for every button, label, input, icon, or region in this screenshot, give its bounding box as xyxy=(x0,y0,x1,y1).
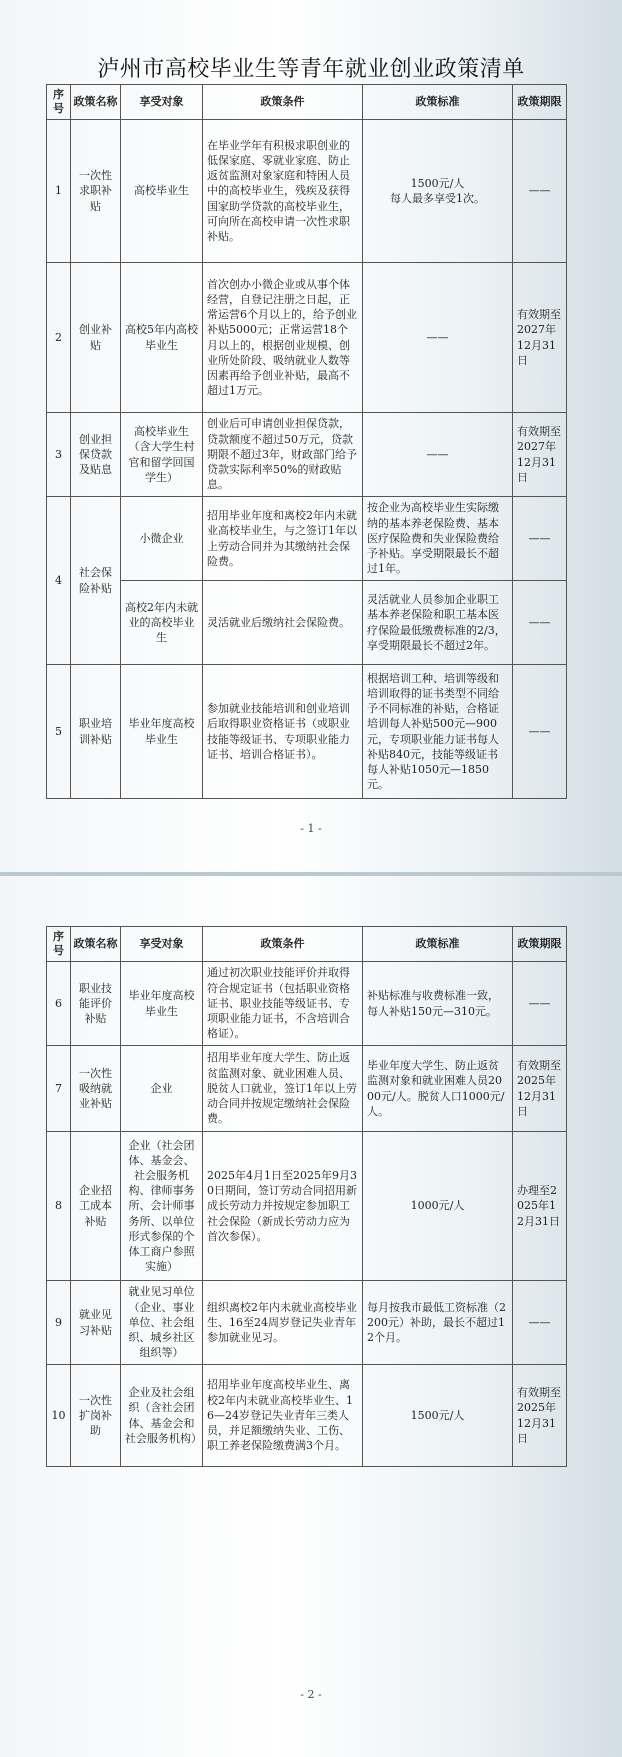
row-period: —— xyxy=(513,962,567,1046)
table-header-row xyxy=(47,927,567,962)
row-standard: 每月按我市最低工资标准（2200元）补助，最长不超过12个月。 xyxy=(363,1281,513,1365)
row-condition: 招用毕业年度高校毕业生、离校2年内未就业高校毕业生、16—24岁登记失业青年三类人员，并足额缴纳失业、工伤、职工养老保险缴费满3个月。 xyxy=(203,1365,363,1467)
header-std: 政策标准 xyxy=(363,927,513,962)
row-standard: 1500元/人 xyxy=(363,1365,513,1467)
row-period: —— xyxy=(513,1281,567,1365)
row-num: 1 xyxy=(47,120,71,263)
header-period: 政策期限 xyxy=(513,927,567,962)
header-target: 享受对象 xyxy=(121,85,203,120)
row-period: 办理至2025年12月31日 xyxy=(513,1132,567,1281)
table-row xyxy=(47,120,567,263)
row-condition: 招用毕业年度大学生、防止返贫监测对象、就业困难人员、脱贫人口就业，签订1年以上劳动合同并按规定缴纳社会保险费。 xyxy=(203,1046,363,1132)
header-num: 序号 xyxy=(47,927,71,962)
row-policy-name: 就业见习补贴 xyxy=(71,1281,121,1365)
row-num: 4 xyxy=(47,497,71,665)
table-row xyxy=(47,1281,567,1365)
row-policy-name: 职业技能评价补贴 xyxy=(71,962,121,1046)
table-row xyxy=(47,497,567,581)
page-number: - 1 - xyxy=(300,822,322,835)
row-policy-name: 一次性求职补贴 xyxy=(71,120,121,263)
header-name: 政策名称 xyxy=(71,927,121,962)
header-period: 政策期限 xyxy=(513,85,567,120)
row-policy-name: 一次性吸纳就业补贴 xyxy=(71,1046,121,1132)
header-name: 政策名称 xyxy=(71,85,121,120)
row-condition: 组织离校2年内未就业高校毕业生、16至24周岁登记失业青年参加就业见习。 xyxy=(203,1281,363,1365)
row-period: 有效期至2025年12月31日 xyxy=(513,1365,567,1467)
row-standard: 1500元/人 每人最多享受1次。 xyxy=(363,120,513,263)
row-period: 有效期至2027年12月31日 xyxy=(513,263,567,413)
policy-table-page-1 xyxy=(46,84,567,799)
row-num: 3 xyxy=(47,413,71,497)
row-period: —— xyxy=(513,581,567,665)
header-num: 序号 xyxy=(47,85,71,120)
row-policy-name: 创业担保贷款及贴息 xyxy=(71,413,121,497)
row-policy-name: 社会保险补贴 xyxy=(71,497,121,665)
table-row xyxy=(47,581,567,665)
page-number: - 2 - xyxy=(300,1688,322,1701)
row-standard: —— xyxy=(363,263,513,413)
row-target: 高校2年内未就业的高校毕业生 xyxy=(121,581,203,665)
row-policy-name: 创业补贴 xyxy=(71,263,121,413)
row-period: 有效期至2025年12月31日 xyxy=(513,1046,567,1132)
row-standard: 1000元/人 xyxy=(363,1132,513,1281)
row-num: 6 xyxy=(47,962,71,1046)
row-target: 企业及社会组织（含社会团体、基金会和社会服务机构） xyxy=(121,1365,203,1467)
page-1 xyxy=(0,0,622,872)
table-row xyxy=(47,962,567,1046)
row-num: 2 xyxy=(47,263,71,413)
row-target: 企业（社会团体、基金会、社会服务机构、律师事务所、会计师事务所、以单位形式参保的个体工商户参照实施） xyxy=(121,1132,203,1281)
row-period: 有效期至2027年12月31日 xyxy=(513,413,567,497)
row-num: 9 xyxy=(47,1281,71,1365)
table-row xyxy=(47,1132,567,1281)
row-target: 就业见习单位（企业、事业单位、社会组织、城乡社区组织等） xyxy=(121,1281,203,1365)
row-condition: 参加就业技能培训和创业培训后取得职业资格证书（或职业技能等级证书、专项职业能力证书、培训合格证书）。 xyxy=(203,665,363,799)
row-condition: 首次创办小微企业或从事个体经营，自登记注册之日起，正常运营6个月以上的，给予创业补贴5000元；正常运营18个月以上的，根据创业规模、创业所处阶段、吸纳就业人数等因素再给予创业补贴，最高不超过1万元。 xyxy=(203,263,363,413)
row-target: 毕业年度高校毕业生 xyxy=(121,962,203,1046)
row-condition: 在毕业学年有积极求职创业的低保家庭、零就业家庭、防止返贫监测对象家庭和特困人员中的高校毕业生，残疾及获得国家助学贷款的高校毕业生，可向所在高校申请一次性求职补贴。 xyxy=(203,120,363,263)
table-row xyxy=(47,263,567,413)
row-policy-name: 企业招工成本补贴 xyxy=(71,1132,121,1281)
row-target: 高校5年内高校毕业生 xyxy=(121,263,203,413)
header-std: 政策标准 xyxy=(363,85,513,120)
row-standard: 灵活就业人员参加企业职工基本养老保险和职工基本医疗保险最低缴费标准的2/3，享受期限最长不超过2年。 xyxy=(363,581,513,665)
row-condition: 招用毕业年度和离校2年内未就业高校毕业生，与之签订1年以上劳动合同并为其缴纳社会保险费。 xyxy=(203,497,363,581)
row-condition: 创业后可申请创业担保贷款，贷款额度不超过50万元，贷款期限不超过3年，财政部门给予贷款实际利率50%的财政贴息。 xyxy=(203,413,363,497)
row-period: —— xyxy=(513,120,567,263)
header-target: 享受对象 xyxy=(121,927,203,962)
policy-table-page-2 xyxy=(46,926,567,1467)
row-standard: 按企业为高校毕业生实际缴纳的基本养老保险费、基本医疗保险费和失业保险费给予补贴。享受期限最长不超过1年。 xyxy=(363,497,513,581)
row-num: 8 xyxy=(47,1132,71,1281)
row-num: 7 xyxy=(47,1046,71,1132)
row-period: —— xyxy=(513,665,567,799)
table-row xyxy=(47,1365,567,1467)
row-condition: 通过初次职业技能评价并取得符合规定证书（包括职业资格证书、职业技能等级证书、专项职业能力证书，不含培训合格证）。 xyxy=(203,962,363,1046)
header-cond: 政策条件 xyxy=(203,85,363,120)
header-cond: 政策条件 xyxy=(203,927,363,962)
row-condition: 灵活就业后缴纳社会保险费。 xyxy=(203,581,363,665)
page-2 xyxy=(0,876,622,1757)
document-title: 泸州市高校毕业生等青年就业创业政策清单 xyxy=(97,57,525,82)
table-row xyxy=(47,1046,567,1132)
row-policy-name: 一次性扩岗补助 xyxy=(71,1365,121,1467)
row-policy-name: 职业培训补贴 xyxy=(71,665,121,799)
row-standard: —— xyxy=(363,413,513,497)
row-condition: 2025年4月1日至2025年9月30日期间，签订劳动合同招用新成长劳动力并按规定参加职工社会保险（新成长劳动力应为首次参保）。 xyxy=(203,1132,363,1281)
row-standard: 毕业年度大学生、防止返贫监测对象和就业困难人员2000元/人。脱贫人口1000元/人。 xyxy=(363,1046,513,1132)
table-row xyxy=(47,665,567,799)
table-header-row xyxy=(47,85,567,120)
table-row xyxy=(47,413,567,497)
row-standard: 补贴标准与收费标准一致，每人补贴150元—310元。 xyxy=(363,962,513,1046)
row-num: 10 xyxy=(47,1365,71,1467)
row-target: 毕业年度高校毕业生 xyxy=(121,665,203,799)
row-target: 高校毕业生（含大学生村官和留学回国学生） xyxy=(121,413,203,497)
row-standard: 根据培训工种、培训等级和培训取得的证书类型不同给予不同标准的补贴，合格证培训每人补贴500元—900元，专项职业能力证书每人补贴840元，技能等级证书每人补贴1050元—1850元。 xyxy=(363,665,513,799)
row-target: 小微企业 xyxy=(121,497,203,581)
row-period: —— xyxy=(513,497,567,581)
row-target: 企业 xyxy=(121,1046,203,1132)
row-target: 高校毕业生 xyxy=(121,120,203,263)
row-num: 5 xyxy=(47,665,71,799)
